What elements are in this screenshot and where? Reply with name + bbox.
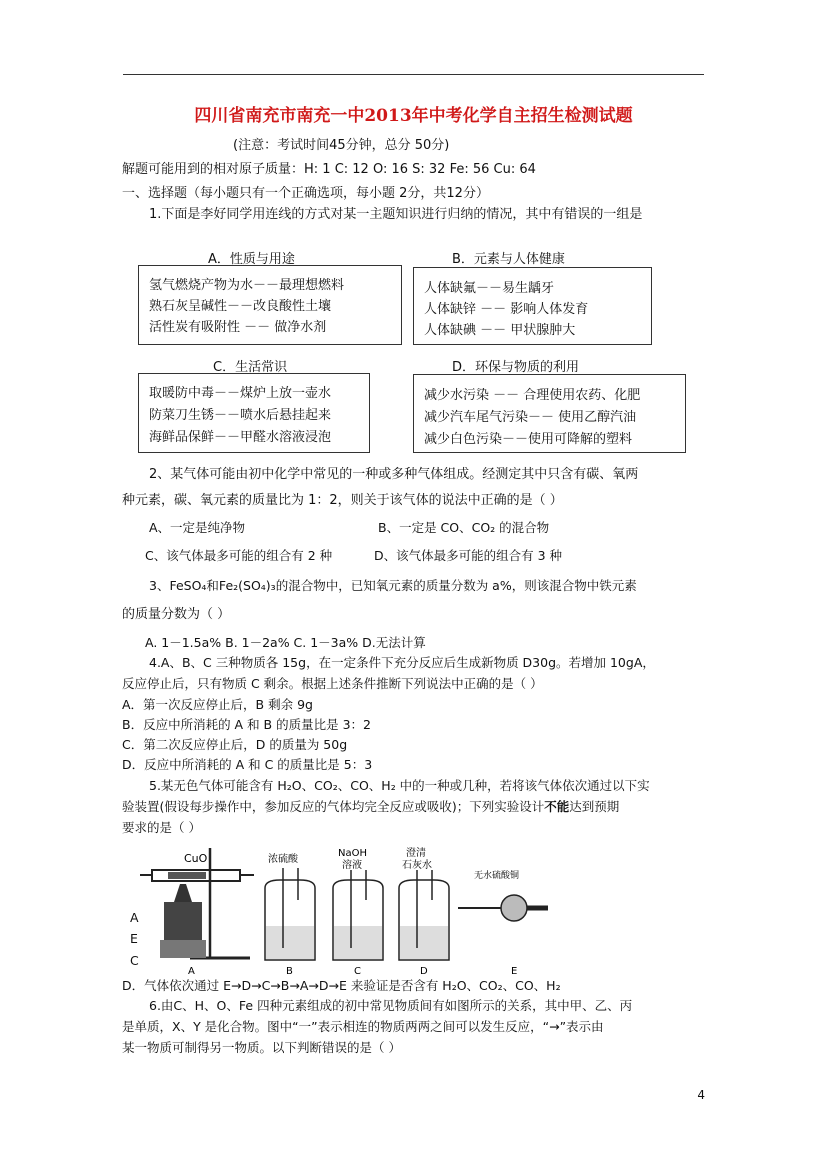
exam-note: (注意：考试时间45分钟，总分 50分) [233,138,450,153]
apparatus-b-label: 浓硫酸 [268,854,298,865]
q4-option-b: B．反应中所消耗的 A 和 B 的质量比是 3：2 [122,717,371,732]
q5-stem-line2 [122,797,619,815]
q5-stem-line3: 要求的是（ ） [122,820,201,835]
q1-box-d-line: 减少汽车尾气污染－－ 使用乙醇汽油 [424,410,637,425]
q1-box-b-line: 人体缺锌 －－ 影响人体发育 [424,302,589,317]
q3-stem-line2: 的质量分数为（ ） [122,607,231,622]
q4-stem-line2: 反应停止后，只有物质 C 剩余。根据上述条件推断下列说法中正确的是（ ） [122,676,543,691]
q5-apparatus-figure [140,840,610,978]
drying-bulb [501,895,527,921]
q1-stem: 1.下面是李好同学用连线的方式对某一主题知识进行归纳的情况，其中有错误的一组是 [149,207,643,222]
q1-box-a [138,265,402,345]
q1-box-c-title: C．生活常识 [213,360,288,375]
q1-box-d [413,374,686,453]
q1-box-d-line: 减少白色污染－－使用可降解的塑料 [424,432,633,447]
apparatus-b [265,852,315,977]
alcohol-lamp [164,902,202,940]
apparatus-a-bottom: A [188,966,195,977]
q2-option-d: D、该气体最多可能的组合有 3 种 [374,548,563,563]
header-rule [123,74,704,75]
q1-box-b-line: 人体缺碘 －－ 甲状腺肿大 [424,323,576,338]
q1-box-c [138,373,370,453]
q5-option-mark: C [130,953,139,968]
apparatus-d [399,846,449,977]
q6-stem-line1: 6.由C、H、O、Fe 四种元素组成的初中常见物质间有如图所示的关系，其中甲、乙、丙 [149,998,633,1013]
q6-stem-line3: 某一物质可制得另一物质。以下判断错误的是（ ） [122,1040,401,1055]
q4-stem-line1: 4.A、B、C 三种物质各 15g，在一定条件下充分反应后生成新物质 D30g。若增加 10gA， [149,655,655,670]
q1-box-d-title: D．环保与物质的利用 [452,360,580,375]
apparatus-c-label2: 溶液 [342,860,362,871]
apparatus-e-bottom: E [511,966,518,977]
q1-box-a-line: 活性炭有吸附性 －－ 做净水剂 [149,320,327,335]
q1-box-d-line: 减少水污染 －－ 合理使用农药、化肥 [424,388,641,403]
q5-option-mark: A [130,910,139,925]
q4-option-a: A．第一次反应停止后，B 剩余 9g [122,697,313,712]
q2-stem-line1: 2、某气体可能由初中化学中常见的一种或多种气体组成。经测定其中只含有碳、氧两 [149,467,639,482]
q1-box-b-title: B．元素与人体健康 [452,252,565,267]
apparatus-d-bottom: D [420,966,428,977]
q1-box-a-line: 熟石灰呈碱性－－改良酸性土壤 [149,299,332,314]
apparatus-a [140,848,254,977]
apparatus-d-label2: 石灰水 [402,860,432,871]
flame [174,884,192,902]
q6-stem-line2: 是单质，X、Y 是化合物。图中“一”表示相连的物质两两之间可以发生反应，“→”表示由 [122,1019,604,1034]
exam-title: 四川省南充市南充一中2013年中考化学自主招生检测试题 [194,106,633,126]
apparatus-b-bottom: B [286,966,293,977]
q5-option-d: D．气体依次通过 E→D→C→B→A→D→E 来验证是否含有 H₂O、CO₂、CO、H₂ [122,978,561,993]
page-number: 4 [697,1088,705,1102]
q2-option-b: B、一定是 CO、CO₂ 的混合物 [378,520,550,535]
section-heading: 一、选择题（每小题只有一个正确选项，每小题 2分，共12分） [122,186,489,201]
q1-box-a-title: A．性质与用途 [208,252,295,267]
apparatus-c-bottom: C [354,966,361,977]
q1-box-b [413,267,652,345]
q5-emphasis-not: 不能 [544,799,570,814]
q1-box-c-line: 防菜刀生锈－－喷水后悬挂起来 [149,408,332,423]
atomic-masses: 解题可能用到的相对原子质量：H: 1 C: 12 O: 16 S: 32 Fe: 56 Cu: 64 [122,162,536,177]
apparatus-c-label1: NaOH [338,848,367,859]
q2-stem-line2: 种元素，碳、氧元素的质量比为 1：2，则关于该气体的说法中正确的是（ ） [122,493,563,508]
apparatus-d-label1: 澄清 [406,848,426,859]
apparatus-e-label: 无水硫酸铜 [474,871,520,881]
q5-stem-line2-c: 达到预期 [569,799,620,814]
q3-options: A. 1－1.5a% B. 1－2a% C. 1－3a% D.无法计算 [145,635,426,650]
q5-option-mark: E [130,931,138,946]
q1-box-c-line: 取暖防中毒－－煤炉上放一壶水 [149,386,332,401]
apparatus-c [333,848,383,977]
apparatus-e [458,869,548,977]
apparatus-a-label: CuO [184,852,208,865]
q4-option-c: C．第二次反应停止后，D 的质量为 50g [122,737,348,752]
q3-stem-line1: 3、FeSO₄和Fe₂(SO₄)₃的混合物中，已知氧元素的质量分数为 a%，则该混合物中铁元素 [149,578,637,593]
q2-option-a: A、一定是纯净物 [149,520,246,535]
q5-stem-line2-a: 验装置(假设每步操作中，参加反应的气体均完全反应或吸收)；下列实验设计 [122,799,545,814]
cuo-powder [168,872,206,879]
q1-box-a-line: 氢气燃烧产物为水－－最理想燃料 [149,278,345,293]
q4-option-d: D．反应中所消耗的 A 和 C 的质量比是 5：3 [122,757,373,772]
q5-stem-line1: 5.某无色气体可能含有 H₂O、CO₂、CO、H₂ 中的一种或几种，若将该气体依次通过以下实 [149,778,650,793]
q1-box-c-line: 海鲜品保鲜－－甲醛水溶液浸泡 [149,430,332,445]
q2-option-c: C、该气体最多可能的组合有 2 种 [145,548,333,563]
q1-box-b-line: 人体缺氟－－易生龋牙 [424,281,555,296]
